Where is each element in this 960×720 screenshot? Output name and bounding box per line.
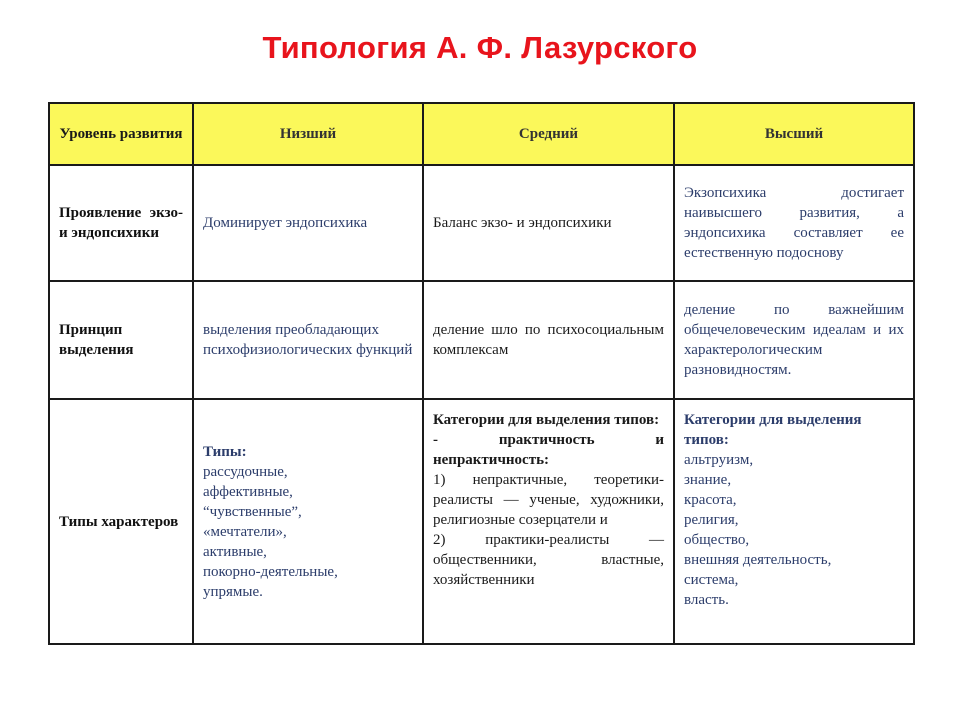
header-level: Уровень развития	[49, 103, 193, 165]
list-item: красота,	[684, 492, 737, 508]
list-item: покорно-деятельные,	[203, 563, 338, 580]
cell-high-types	[674, 399, 914, 644]
low-types-list	[203, 462, 413, 602]
list-item: общество,	[684, 532, 750, 548]
row-label-principle: Принцип выделения	[49, 281, 193, 399]
table-row	[49, 399, 914, 644]
cell-high-manifestation: Экзопсихика достигает наивысшего развития, а эндопсихика составляет ее естественную подоснову	[674, 165, 914, 281]
cell-low-principle: выделения преобладающих психофизиологических функций	[193, 281, 423, 399]
cell-mid-principle: деление шло по психосоциальным комплексам	[423, 281, 674, 399]
list-item: система,	[684, 572, 739, 588]
cell-low-types	[193, 399, 423, 644]
high-types-list	[684, 450, 904, 610]
page-title: Типология А. Ф. Лазурского	[262, 30, 698, 65]
cell-low-manifestation: Доминирует эндопсихика	[193, 165, 423, 281]
mid-types-subheading: - практичность и непрактичность:	[433, 432, 664, 468]
row-label-manifestation: Проявление экзо- и эндопсихики	[49, 165, 193, 281]
table-row	[49, 281, 914, 399]
list-item: внешняя деятельность,	[684, 552, 832, 568]
table-row	[49, 165, 914, 281]
mid-types-point-2: 2) практики-реалисты — общественники, властные, хозяйственники	[433, 532, 664, 588]
list-item: власть.	[684, 592, 729, 608]
row-label-types: Типы характеров	[49, 399, 193, 644]
high-types-heading: Категории для выделения типов:	[684, 412, 862, 448]
typology-table	[48, 102, 915, 645]
list-item: “чувственные”,	[203, 503, 302, 520]
list-item: активные,	[203, 543, 267, 560]
cell-mid-manifestation: Баланс экзо- и эндопсихики	[423, 165, 674, 281]
mid-types-point-1: 1) непрактичные, теоретики-реалисты — ученые, художники, религиозные созерцатели и	[433, 472, 664, 528]
list-item: рассудочные,	[203, 463, 288, 480]
header-low: Низший	[193, 103, 423, 165]
mid-types-heading: Категории для выделения типов:	[433, 412, 660, 428]
header-high: Высший	[674, 103, 914, 165]
cell-mid-types	[423, 399, 674, 644]
table-header-row	[49, 103, 914, 165]
list-item: «мечтатели»,	[203, 523, 287, 540]
list-item: аффективные,	[203, 483, 293, 500]
list-item: альтруизм,	[684, 452, 754, 468]
list-item: упрямые.	[203, 583, 263, 600]
header-mid: Средний	[423, 103, 674, 165]
list-item: знание,	[684, 472, 732, 488]
low-types-heading: Типы:	[203, 443, 247, 460]
cell-high-principle: деление по важнейшим общечеловеческим идеалам и их характерологическим разновидностям.	[674, 281, 914, 399]
list-item: религия,	[684, 512, 739, 528]
